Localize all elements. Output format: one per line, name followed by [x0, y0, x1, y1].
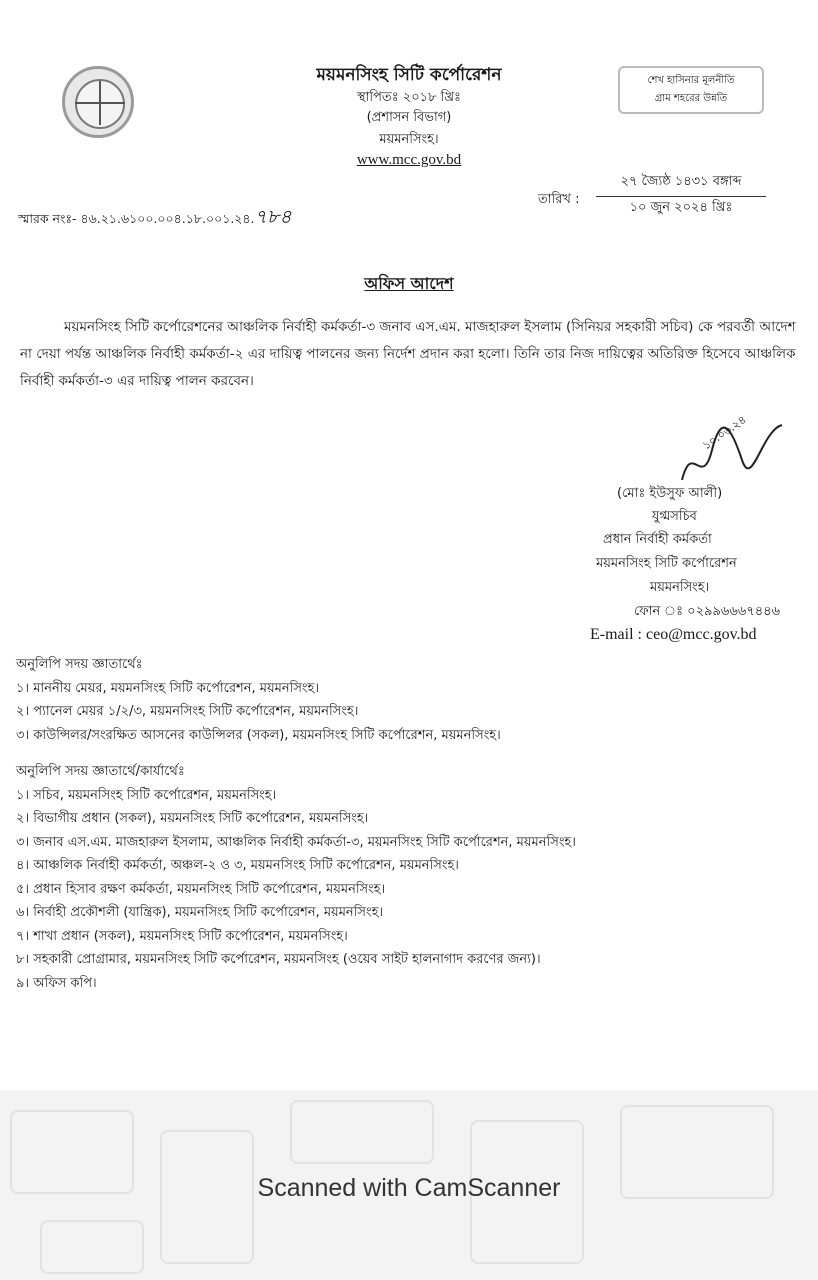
city: ময়মনসিংহ। [379, 132, 439, 147]
signatory-phone: ফোন ঃ ০২৯৯৬৬৬৭৪৪৬ [634, 604, 781, 619]
list-item: ৩। জনাব এস.এম. মাজহারুল ইসলাম, আঞ্চলিক নির্বাহী কর্মকর্তা-৩, ময়মনসিংহ সিটি কর্পোরেশন, ময়মনসিংহ। [16, 834, 576, 850]
reference-number [18, 203, 292, 235]
date-label: তারিখ : [538, 192, 580, 207]
motto-box [618, 66, 764, 114]
copy-info-list [16, 653, 501, 747]
camscanner-footer [0, 1090, 818, 1280]
copy-info-heading: অনুলিপি সদয় জ্ঞাতার্থেঃ [16, 657, 143, 672]
order-body: ময়মনসিংহ সিটি কর্পোরেশনের আঞ্চলিক নির্বাহী কর্মকর্তা-৩ জনাব এস.এম. মাজহারুল ইসলাম (সিনিয়র সহকারী সচিব) কে পরবর্তী আদেশ না দেয়া পর্যন্ত আঞ্চলিক নির্বাহী কর্মকর্তা-২ এর দায়িত্ব পালনের জন্য নির্দেশ প্রদান করা হলো। তিনি তার নিজ দায়িত্বের অতিরিক্ত হিসেবে আঞ্চলিক নির্বাহী কর্মকর্তা-৩ এর দায়িত্ব পালন করবেন। [20, 319, 796, 389]
list-item: ২। প্যানেল মেয়র ১/২/৩, ময়মনসিংহ সিটি কর্পোরেশন, ময়মনসিংহ। [16, 704, 359, 719]
list-item: ৫। প্রধান হিসাব রক্ষণ কর্মকর্তা, ময়মনসিংহ সিটি কর্পোরেশন, ময়মনসিংহ। [16, 881, 386, 897]
signatory-name: (মোঃ ইউসুফ আলী) [617, 486, 723, 501]
ref-no-text: স্মারক নংঃ- ৪৬.২১.৬১০০.০০৪.১৮.০০১.২৪. [18, 211, 255, 226]
list-item: ৬। নির্বাহী প্রকৌশলী (যান্ত্রিক), ময়মনসিংহ সিটি কর্পোরেশন, ময়মনসিংহ। [16, 905, 384, 920]
list-item: ২। বিভাগীয় প্রধান (সকল), ময়মনসিংহ সিটি কর্পোরেশন, ময়মনসিংহ। [16, 811, 369, 826]
date-bangla: ২৭ জ্যৈষ্ঠ ১৪৩১ বঙ্গাব্দ [596, 172, 766, 197]
list-item: ১। সচিব, ময়মনসিংহ সিটি কর্পোরেশন, ময়মনসিংহ। [16, 787, 277, 803]
established: স্থাপিতঃ ২০১৮ খ্রিঃ [357, 90, 461, 105]
list-item: ৯। অফিস কপি। [16, 975, 97, 991]
signatory-designation: যুগ্মসচিব [652, 509, 697, 524]
motto-line-1: শেখ হাসিনার মূলনীতি [647, 75, 735, 86]
ref-handwritten: ৭৮৪ [254, 206, 292, 228]
copy-action-list [16, 760, 576, 995]
copy-action-heading: অনুলিপি সদয় জ্ঞাতার্থে/কার্যার্থেঃ [16, 764, 185, 779]
list-item: ৩। কাউন্সিলর/সংরক্ষিত আসনের কাউন্সিলর (সকল), ময়মনসিংহ সিটি কর্পোরেশন, ময়মনসিংহ। [16, 727, 501, 743]
date-english: ১০ জুন ২০২৪ খ্রিঃ [629, 200, 733, 215]
list-item: ১। মাননীয় মেয়র, ময়মনসিংহ সিটি কর্পোরেশন, ময়মনসিংহ। [16, 680, 319, 696]
list-item: ৭। শাখা প্রধান (সকল), ময়মনসিংহ সিটি কর্পোরেশন, ময়মনসিংহ। [16, 928, 348, 944]
department: (প্রশাসন বিভাগ) [366, 110, 452, 125]
list-item: ৮। সহকারী প্রোগ্রামার, ময়মনসিংহ সিটি কর্পোরেশন, ময়মনসিংহ (ওয়েব সাইট হালনাগাদ করণের জন্য)। [16, 952, 541, 967]
signatory-org: ময়মনসিংহ সিটি কর্পোরেশন [596, 556, 737, 571]
list-item: ৪। আঞ্চলিক নির্বাহী কর্মকর্তা, অঞ্চল-২ ও ৩, ময়মনসিংহ সিটি কর্পোরেশন, ময়মনসিংহ। [16, 858, 459, 873]
signatory-email: E-mail : ceo@mcc.gov.bd [590, 626, 757, 643]
document-title: অফিস আদেশ [364, 274, 454, 293]
signatory-city: ময়মনসিংহ। [650, 580, 710, 595]
org-name: ময়মনসিংহ সিটি কর্পোরেশন [316, 65, 502, 85]
signature-date: ১০.০৬.২৪ [700, 413, 749, 453]
website-link[interactable]: www.mcc.gov.bd [356, 152, 462, 168]
motto-line-2: গ্রাম শহরের উন্নতি [654, 93, 728, 104]
camscanner-watermark: Scanned with CamScanner [257, 1174, 561, 1202]
signatory-role: প্রধান নির্বাহী কর্মকর্তা [603, 532, 712, 547]
